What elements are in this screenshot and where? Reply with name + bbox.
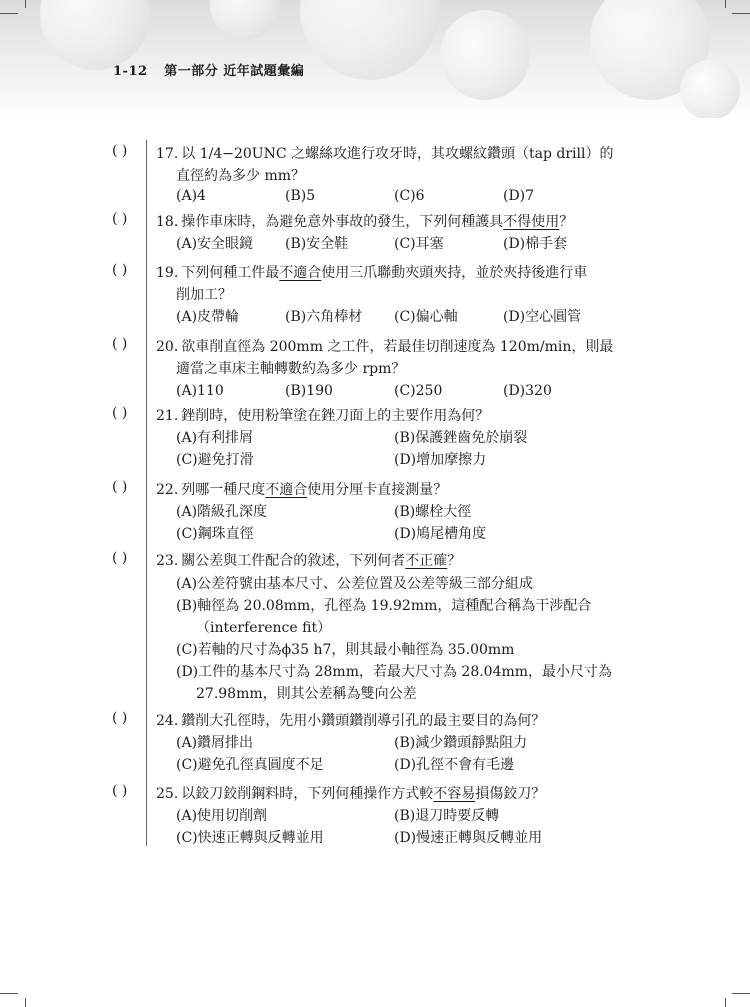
question-stem [156, 550, 641, 572]
option-b-cont: （interference fit） [196, 620, 332, 636]
option-c[interactable]: (C)若軸的尺寸為ϕ35 h7，則其最小軸徑為 35.00mm [176, 642, 515, 658]
page-header [113, 60, 304, 79]
option-d[interactable]: (D)320 [503, 383, 552, 399]
question-text: 操作車床時，為避免意外事故的發生，下列何種護具 [181, 214, 504, 230]
answer-blank[interactable]: ( ) [112, 710, 128, 726]
question-text: 列哪一種尺度 [181, 482, 266, 498]
crop-mark [725, 0, 726, 8]
option-d[interactable]: (D)7 [503, 188, 535, 204]
question-text-end: ？ [559, 214, 574, 230]
option-c[interactable]: (C)快速正轉與反轉並用 [176, 830, 324, 846]
option-d[interactable]: (D)增加摩擦力 [394, 452, 487, 468]
answer-blank[interactable]: ( ) [112, 550, 128, 566]
question-stem [156, 405, 641, 427]
question-number: 19. [156, 265, 179, 281]
question-number: 25. [156, 786, 179, 802]
option-a[interactable]: (A)鑽屑排出 [176, 735, 254, 751]
question-stem [156, 143, 641, 187]
option-a[interactable]: (A)4 [176, 188, 206, 204]
emphasis-text: 不得使用 [503, 214, 560, 230]
crop-mark [0, 993, 18, 994]
crop-mark [732, 993, 750, 994]
option-a[interactable]: (A)皮帶輪 [176, 309, 240, 325]
answer-blank[interactable]: ( ) [112, 479, 128, 495]
question-number: 21. [156, 408, 179, 424]
decorative-bubble [300, 0, 440, 80]
option-b[interactable]: (B)六角棒材 [285, 309, 363, 325]
question-number: 17. [156, 146, 179, 162]
answer-blank[interactable]: ( ) [112, 143, 128, 159]
answer-blank[interactable]: ( ) [112, 405, 128, 421]
option-d[interactable]: (D)鳩尾槽角度 [394, 526, 487, 542]
question-number: 18. [156, 214, 179, 230]
option-a[interactable]: (A)公差符號由基本尺寸、公差位置及公差等級三部分組成 [176, 576, 534, 592]
question-text: 以鉸刀鉸削鋼料時，下列何種操作方式較 [181, 786, 434, 802]
question-stem [156, 479, 641, 501]
option-d[interactable]: (D)棉手套 [503, 236, 568, 252]
question-stem [156, 262, 641, 306]
option-b[interactable]: (B)保護銼齒免於崩裂 [394, 430, 528, 446]
option-d[interactable]: (D)工件的基本尺寸為 28mm，若最大尺寸為 28.04mm，最小尺寸為 [176, 664, 613, 680]
option-a[interactable]: (A)有利排屑 [176, 430, 254, 446]
question-text: 欲車削直徑為 200mm 之工件，若最佳切削速度為 120m/min，則最 [181, 339, 614, 355]
question-text-end: 使用三爪聯動夾頭夾持，並於夾持後進行車 [321, 265, 588, 281]
option-b[interactable]: (B)螺栓大徑 [394, 504, 472, 520]
question-stem [156, 211, 641, 233]
option-c[interactable]: (C)6 [394, 188, 425, 204]
option-d[interactable]: (D)空心圓管 [503, 309, 582, 325]
question-stem [156, 710, 641, 732]
crop-mark [732, 13, 750, 14]
answer-blank[interactable]: ( ) [112, 336, 128, 352]
question-stem [156, 336, 641, 380]
question-text-end: 使用分厘卡直接測量？ [307, 482, 448, 498]
question-number: 20. [156, 339, 179, 355]
crop-mark [25, 998, 26, 1007]
crop-mark [0, 13, 18, 14]
question-text-cont: 適當之車床主軸轉數約為多少 rpm？ [176, 361, 406, 377]
question-text: 關公差與工件配合的敘述，下列何者 [181, 553, 406, 569]
option-b[interactable]: (B)退刀時要反轉 [394, 808, 500, 824]
decorative-bubble [210, 0, 280, 40]
header-band [0, 0, 750, 118]
answer-blank[interactable]: ( ) [112, 262, 128, 278]
option-a[interactable]: (A)階級孔深度 [176, 504, 268, 520]
question-text-end: 損傷鉸刀？ [475, 786, 546, 802]
question-text: 鑽削大孔徑時，先用小鑽頭鑽削導引孔的最主要目的為何？ [181, 713, 546, 729]
emphasis-text: 不容易 [433, 786, 476, 802]
option-b[interactable]: (B)軸徑為 20.08mm，孔徑為 19.92mm，這種配合稱為干涉配合 [176, 598, 592, 614]
option-c[interactable]: (C)耳塞 [394, 236, 444, 252]
answer-blank[interactable]: ( ) [112, 211, 128, 227]
option-c[interactable]: (C)250 [394, 383, 443, 399]
option-b[interactable]: (B)安全鞋 [285, 236, 349, 252]
option-a[interactable]: (A)安全眼鏡 [176, 236, 254, 252]
page-number: 1-12 [113, 64, 148, 79]
option-b[interactable]: (B)190 [285, 383, 333, 399]
option-b[interactable]: (B)減少鑽頭靜點阻力 [394, 735, 528, 751]
section-title: 第一部分 近年試題彙編 [164, 64, 305, 79]
question-number: 23. [156, 553, 179, 569]
question-text-cont: 直徑約為多少 mm？ [176, 168, 306, 184]
question-text: 以 1/4−20UNC 之螺絲攻進行攻牙時，其攻螺紋鑽頭（tap drill）的 [181, 146, 614, 162]
option-b[interactable]: (B)5 [285, 188, 316, 204]
option-c[interactable]: (C)避免打滑 [176, 452, 254, 468]
option-c[interactable]: (C)鋼珠直徑 [176, 526, 254, 542]
question-number: 22. [156, 482, 179, 498]
question-number: 24. [156, 713, 179, 729]
answer-blank[interactable]: ( ) [112, 783, 128, 799]
option-c[interactable]: (C)偏心軸 [394, 309, 458, 325]
option-d[interactable]: (D)孔徑不會有毛邊 [394, 757, 515, 773]
question-text: 下列何種工件最 [181, 265, 280, 281]
answer-column-divider [146, 140, 147, 846]
emphasis-text: 不正確 [405, 553, 448, 569]
option-a[interactable]: (A)110 [176, 383, 224, 399]
question-text: 銼削時，使用粉筆塗在銼刀面上的主要作用為何？ [181, 408, 490, 424]
emphasis-text: 不適合 [265, 482, 308, 498]
option-c[interactable]: (C)避免孔徑真圓度不足 [176, 757, 324, 773]
question-text-end: ？ [447, 553, 462, 569]
decorative-bubble [440, 10, 530, 100]
decorative-bubble [680, 60, 740, 118]
question-text-cont: 削加工？ [176, 287, 232, 303]
crop-mark [25, 0, 26, 8]
option-a[interactable]: (A)使用切削劑 [176, 808, 268, 824]
question-stem [156, 783, 641, 805]
option-d[interactable]: (D)慢速正轉與反轉並用 [394, 830, 543, 846]
crop-mark [725, 998, 726, 1007]
emphasis-text: 不適合 [279, 265, 322, 281]
option-d-cont: 27.98mm，則其公差稱為雙向公差 [196, 686, 417, 702]
